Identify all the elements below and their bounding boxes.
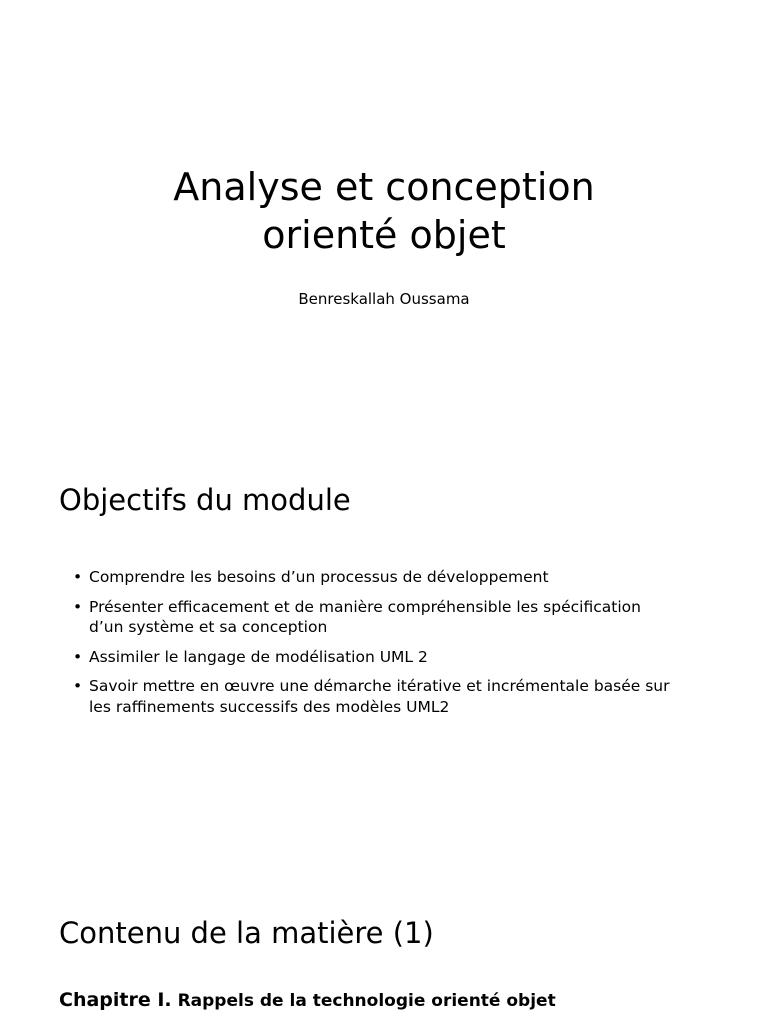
- list-item-text: Assimiler le langage de modélisation UML 2: [89, 647, 428, 666]
- chapter-label: Chapitre I.: [59, 989, 172, 1011]
- objectives-heading: Objectifs du module: [59, 483, 351, 517]
- list-item: [73, 597, 693, 638]
- list-item: [73, 567, 693, 588]
- chapter-heading: [59, 988, 556, 1013]
- title-slide: [0, 163, 768, 259]
- list-item-text-continued: d’un système et sa conception: [89, 618, 328, 636]
- list-item-text: Savoir mettre en œuvre une démarche itérative et incrémentale basée sur: [89, 677, 670, 695]
- author-name: Benreskallah Oussama: [298, 290, 470, 308]
- presentation-title: [0, 163, 768, 259]
- objectives-list: [73, 567, 693, 726]
- bullet-icon: •: [73, 597, 83, 616]
- bullet-icon: •: [73, 568, 83, 586]
- title-line-1: Analyse et conception: [173, 165, 595, 209]
- list-item: [73, 647, 693, 668]
- contenu-heading: Contenu de la matière (1): [59, 916, 434, 950]
- list-item-text-continued: les raffinements successifs des modèles UML2: [89, 697, 450, 716]
- chapter-title: Rappels de la technologie orienté objet: [177, 991, 556, 1011]
- bullet-icon: •: [73, 677, 83, 695]
- list-item-text: Présenter efficacement et de manière compréhensible les spécification: [89, 597, 641, 616]
- list-item-text: Comprendre les besoins d’un processus de développement: [89, 568, 549, 586]
- title-line-2: orienté objet: [262, 213, 506, 257]
- list-item: [73, 676, 693, 717]
- bullet-icon: •: [73, 647, 83, 666]
